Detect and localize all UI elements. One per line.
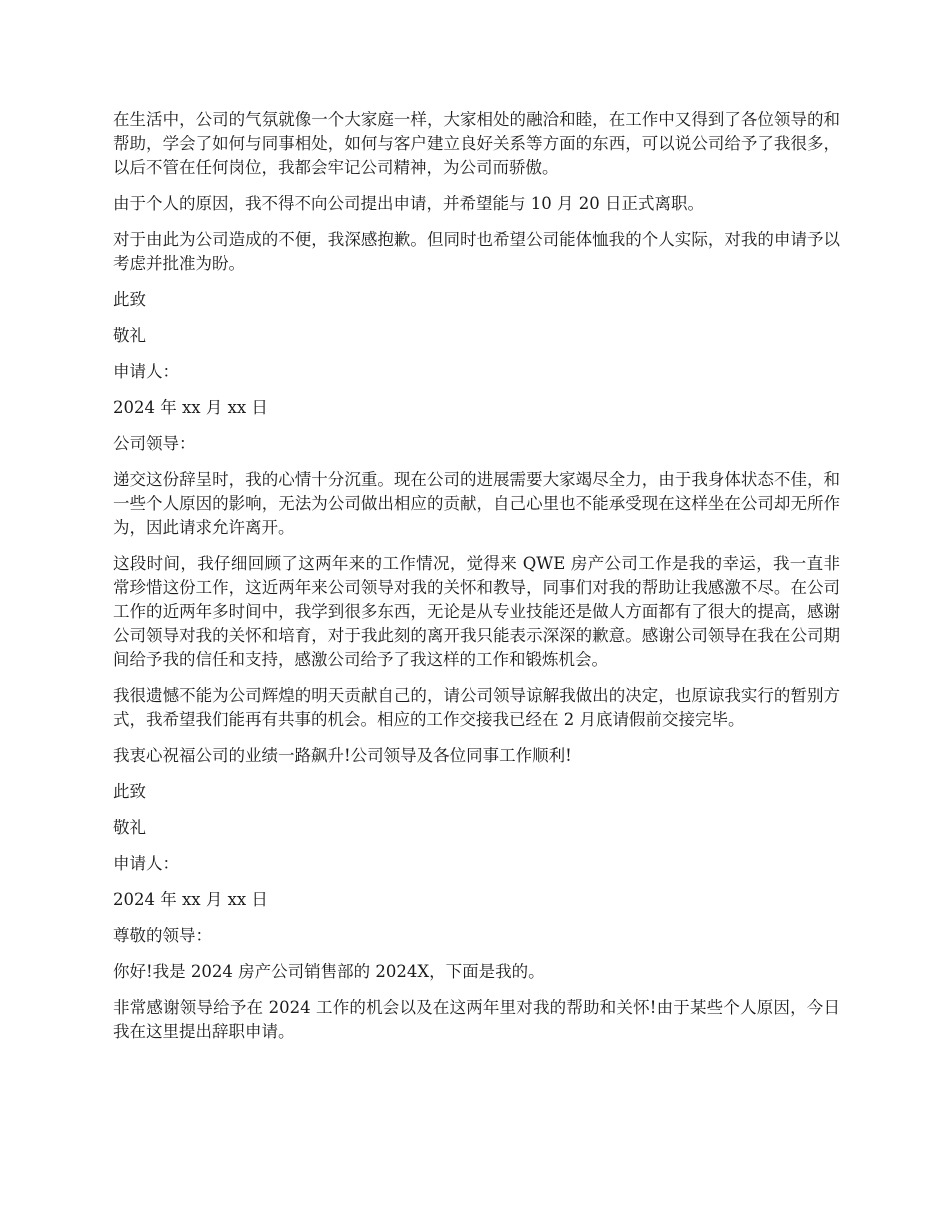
closing-regards: 敬礼 [113,326,146,345]
paragraph: 由于个人的原因，我不得不向公司提出申请，并希望能与 10 月 20 日正式离职。 [113,194,704,213]
closing-regards: 敬礼 [113,818,146,837]
date-line: 2024 年 xx 月 xx 日 [113,398,268,417]
document-body [113,108,840,1056]
paragraph: 我衷心祝福公司的业绩一路飙升!公司领导及各位同事工作顺利! [113,746,572,765]
applicant-label: 申请人： [113,854,179,873]
applicant-label: 申请人： [113,362,179,381]
paragraph: 这段时间，我仔细回顾了这两年来的工作情况，觉得来 QWE 房产公司工作是我的幸运，我一直非常珍惜这份工作，这近两年来公司领导对我的关怀和教导，同事们对我的帮助让我感激不尽。在公司工作的近两年多时间中，我学到很多东西，无论是从专业技能还是做人方面都有了很大的提高，感谢公司领导对我的关怀和培育，对于我此刻的离开我只能表示深深的歉意。感谢公司领导在我在公司期间给予我的信任和支持，感激公司给予了我这样的工作和锻炼机会。 [113,554,840,669]
greeting: 公司领导： [113,434,196,453]
paragraph: 递交这份辞呈时，我的心情十分沉重。现在公司的进展需要大家竭尽全力，由于我身体状态不佳，和一些个人原因的影响，无法为公司做出相应的贡献，自己心里也不能承受现在这样坐在公司却无所作为，因此请求允许离开。 [113,470,840,537]
paragraph: 非常感谢领导给予在 2024 工作的机会以及在这两年里对我的帮助和关怀!由于某些个人原因，今日我在这里提出辞职申请。 [113,998,840,1041]
paragraph: 你好!我是 2024 房产公司销售部的 2024X，下面是我的。 [113,962,545,981]
paragraph: 我很遗憾不能为公司辉煌的明天贡献自己的，请公司领导谅解我做出的决定，也原谅我实行的暂别方式，我希望我们能再有共事的机会。相应的工作交接我已经在 2 月底请假前交接完毕。 [113,686,840,729]
closing-salutation: 此致 [113,782,146,801]
paragraph: 对于由此为公司造成的不便，我深感抱歉。但同时也希望公司能体恤我的个人实际，对我的申请予以考虑并批准为盼。 [113,230,840,273]
greeting: 尊敬的领导： [113,926,212,945]
closing-salutation: 此致 [113,290,146,309]
paragraph: 在生活中，公司的气氛就像一个大家庭一样，大家相处的融洽和睦，在工作中又得到了各位领导的和帮助，学会了如何与同事相处，如何与客户建立良好关系等方面的东西，可以说公司给予了我很多，以后不管在任何岗位，我都会牢记公司精神，为公司而骄傲。 [113,110,840,177]
date-line: 2024 年 xx 月 xx 日 [113,890,268,909]
